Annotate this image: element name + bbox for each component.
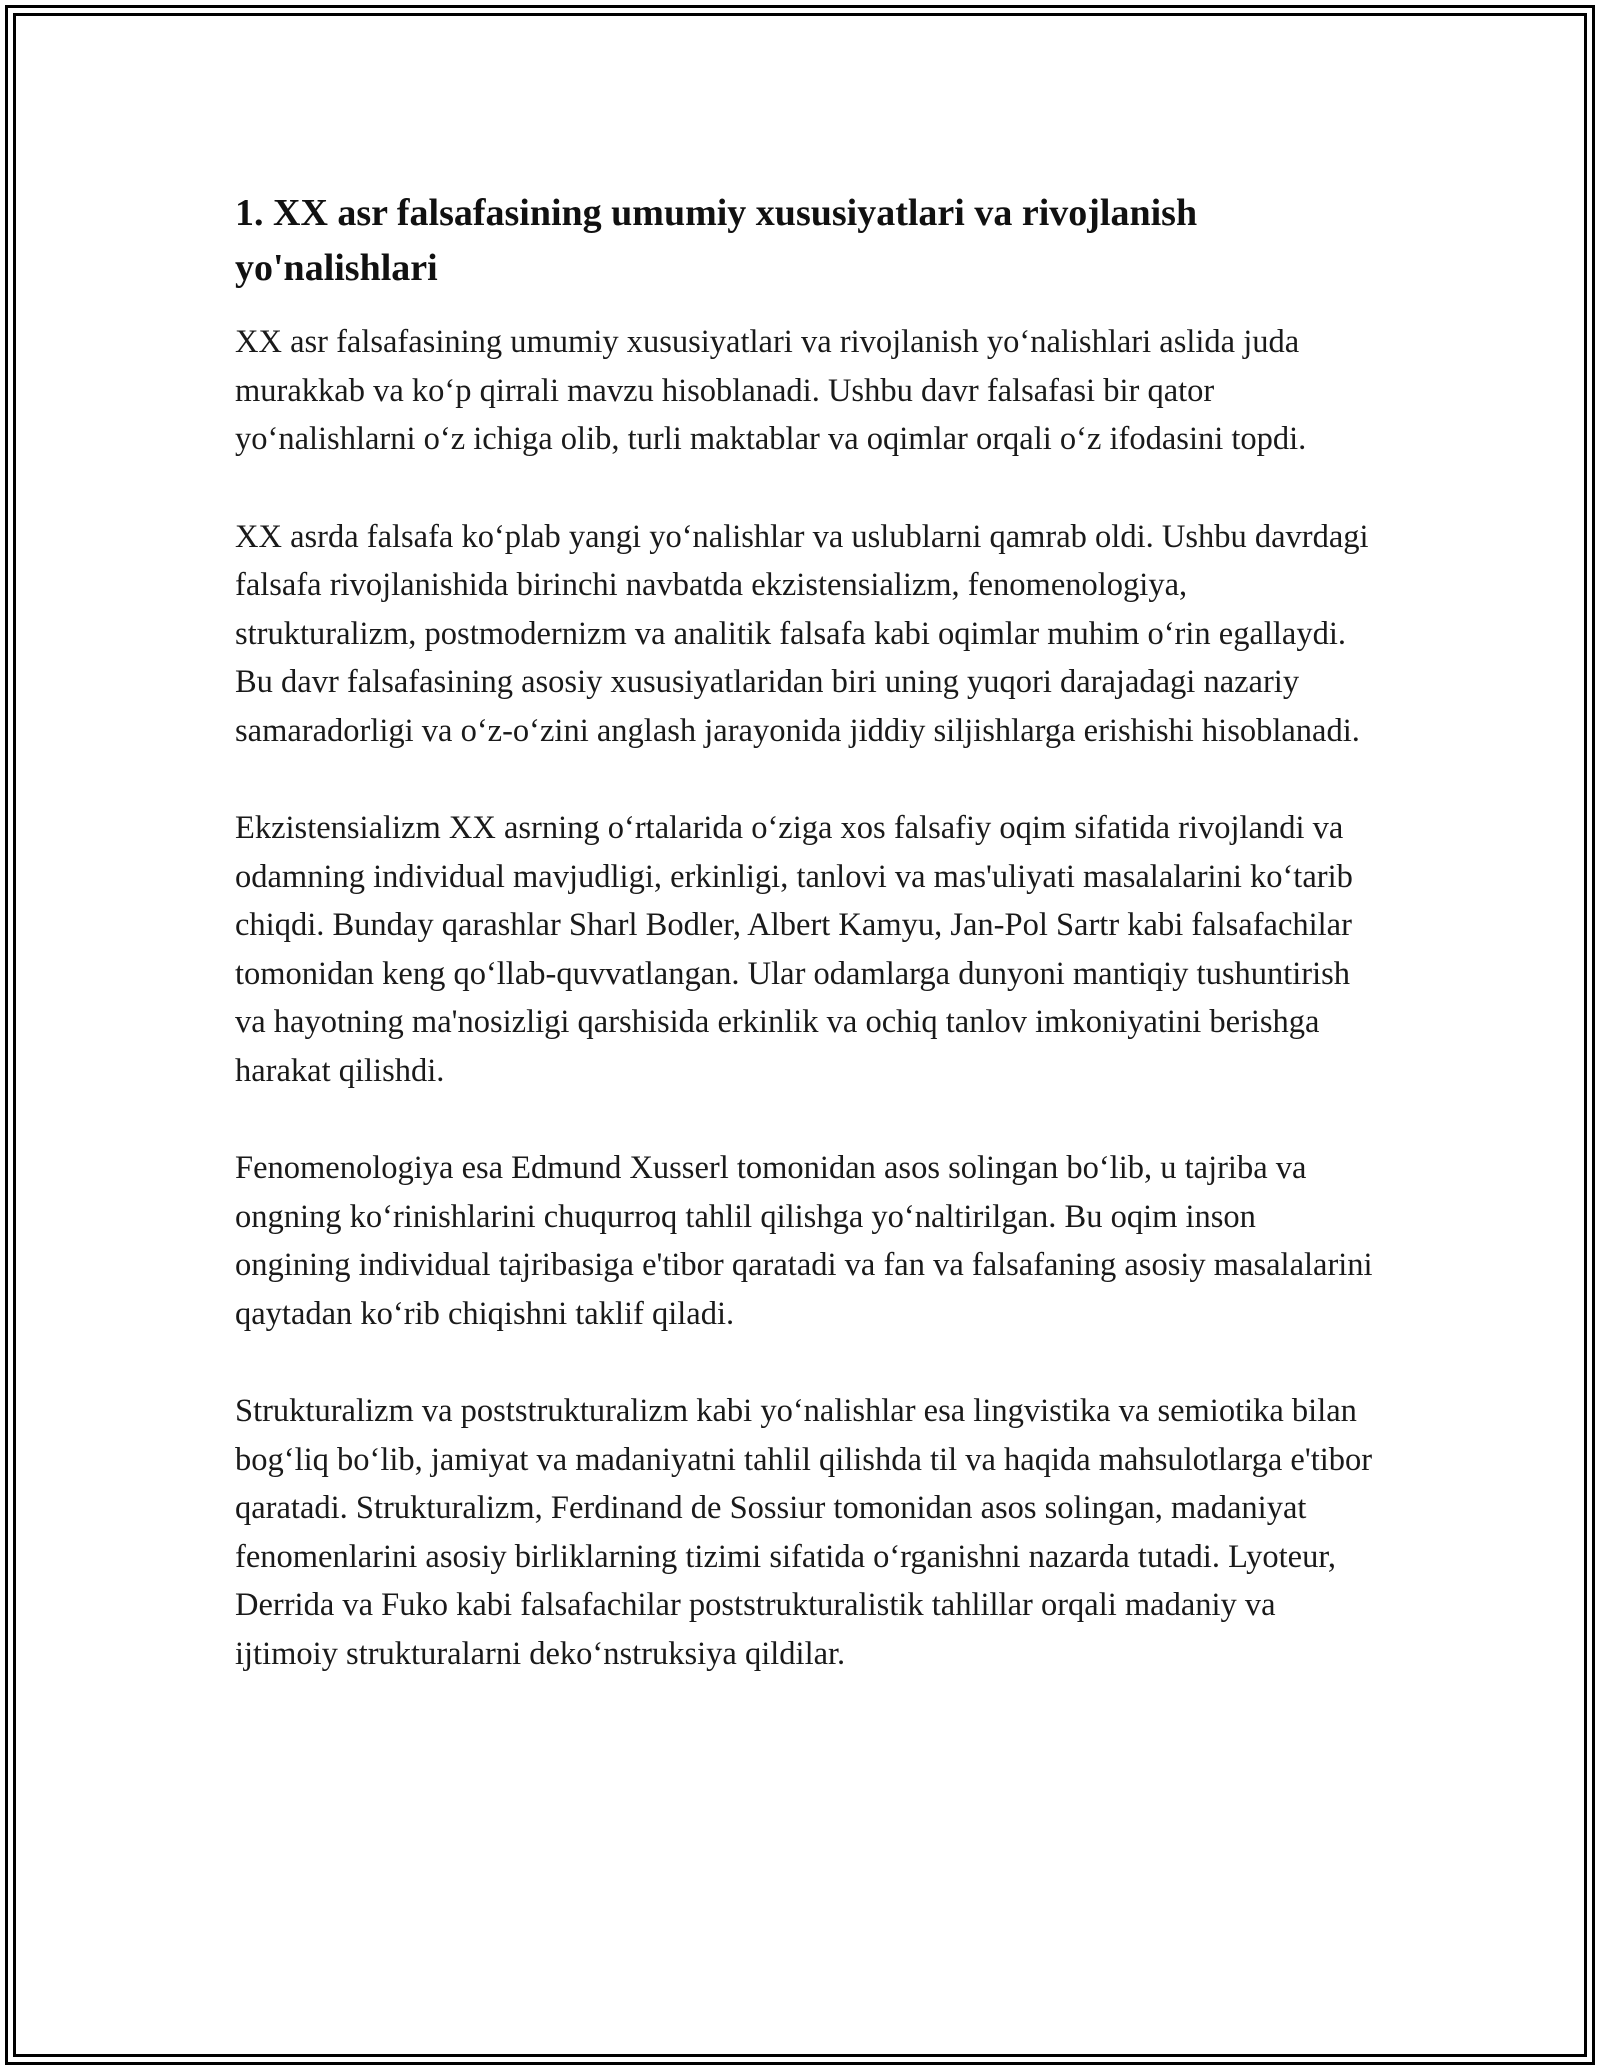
section-heading: 1. XX asr falsafasining umumiy xususiyatlari va rivojlanish yo'nalishlari — [235, 192, 1198, 289]
paragraph-phenomenology: Fenomenologiya esa Edmund Xusserl tomonidan asos solingan bo‘lib, u tajriba va ongning ko‘rinishlarini chuqurroq tahlil qilishga yo‘naltirilgan. Bu oqim inson ongining individual tajribasiga e'tibor qaratadi va fan va falsafaning asosiy masalalarini qaytadan ko‘rib chiqishni taklif qiladi. — [235, 1150, 1373, 1332]
paragraph-structuralism: Strukturalizm va poststrukturalizm kabi yo‘nalishlar esa lingvistika va semiotika bilan bog‘liq bo‘lib, jamiyat va madaniyatni tahlil qilishda til va haqida mahsulotlarga e'tibor qaratadi. Strukturalizm, Ferdinand de Sossiur tomonidan asos solingan, madaniyat fenomenlarini asosiy birliklarning tizimi sifatida o‘rganishni nazarda tutadi. Lyoteur, Derrida va Fuko kabi falsafachilar poststrukturalistik tahlillar orqali madaniy va ijtimoiy strukturalarni deko‘nstruksiya qildilar. — [235, 1393, 1373, 1672]
paragraph-existentialism: Ekzistensializm XX asrning o‘rtalarida o‘ziga xos falsafiy oqim sifatida rivojlandi va odamning individual mavjudligi, erkinligi, tanlovi va mas'uliyati masalalarini ko‘tarib chiqdi. Bunday qarashlar Sharl Bodler, Albert Kamyu, Jan-Pol Sartr kabi falsafachilar tomonidan keng qo‘llab-quvvatlangan. Ular odamlarga dunyoni mantiqiy tushuntirish va hayotning ma'nosizligi qarshisida erkinlik va ochiq tanlov imkoniyatini berishga harakat qilishdi. — [235, 810, 1353, 1089]
paragraph-intro: XX asr falsafasining umumiy xususiyatlari va rivojlanish yo‘nalishlari aslida juda murakkab va ko‘p qirrali mavzu hisoblanadi. Ushbu davr falsafasi bir qator yo‘nalishlarni o‘z ichiga olib, turli maktablar va oqimlar orqali o‘z ifodasini topdi. — [235, 324, 1307, 457]
paragraph-overview: XX asrda falsafa ko‘plab yangi yo‘nalishlar va uslublarni qamrab oldi. Ushbu davrdagi falsafa rivojlanishida birinchi navbatda ekzistensializm, fenomenologiya, strukturalizm, postmodernizm va analitik falsafa kabi oqimlar muhim o‘rin egallaydi. Bu davr falsafasining asosiy xususiyatlaridan biri uning yuqori darajadagi nazariy samaradorligi va o‘z-o‘zini anglash jarayonida jiddiy siljishlarga erishishi hisoblanadi. — [235, 518, 1369, 749]
document-body — [235, 186, 1375, 1727]
